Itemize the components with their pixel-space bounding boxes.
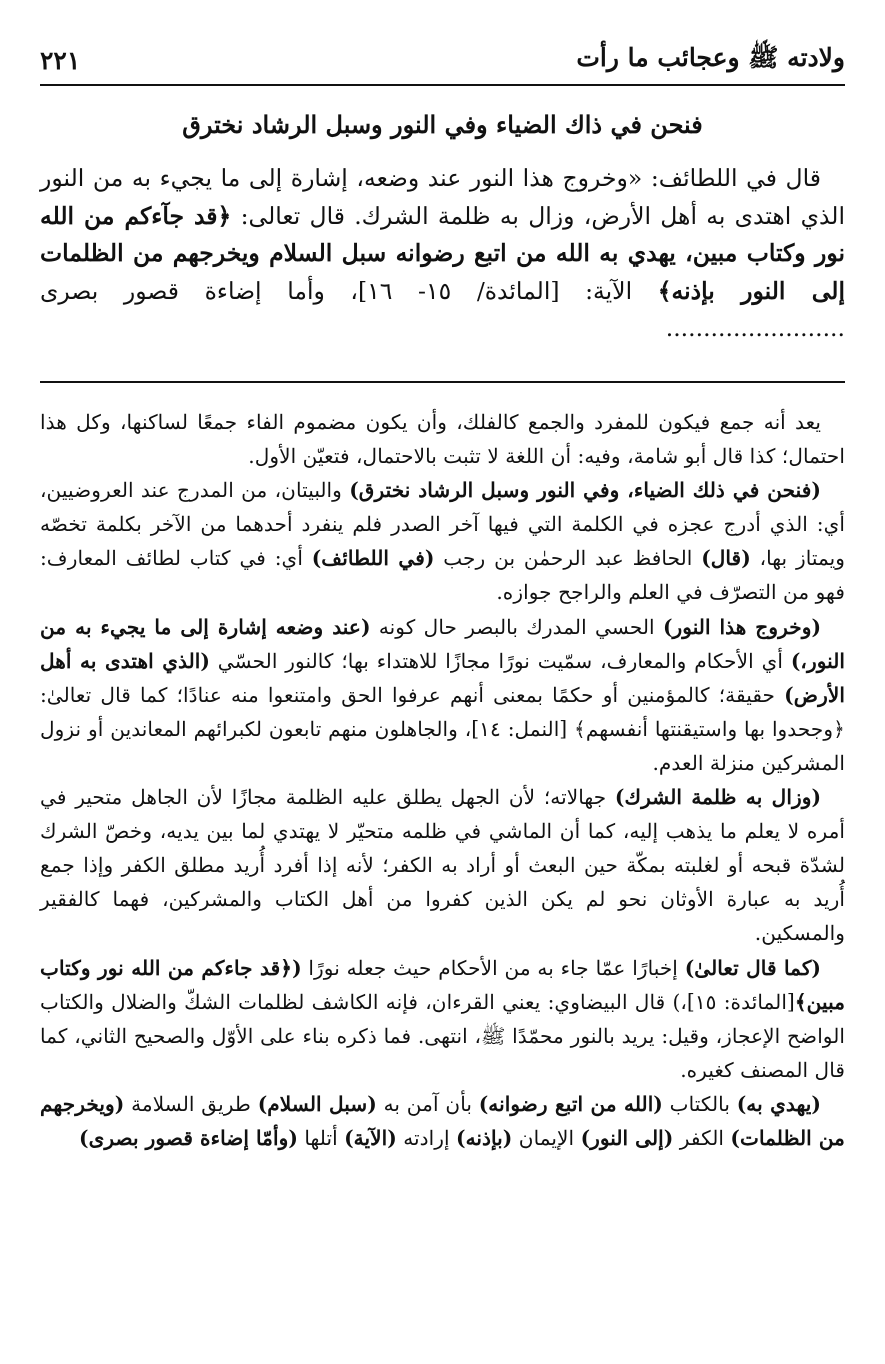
commentary-paragraph: [40, 473, 845, 609]
bold-segment: (سبل السلام): [257, 1091, 377, 1116]
text-segment: بأن آمن به: [376, 1091, 479, 1116]
header-rule: [40, 84, 845, 86]
text-segment: الإيمان: [512, 1125, 581, 1150]
poetry-verse: فنحن في ذاك الضياء وفي النور وسبل الرشاد نخترق: [182, 110, 703, 139]
bold-segment: (وأمّا إضاءة قصور بصرى): [79, 1125, 298, 1150]
page-header: [40, 40, 845, 80]
bold-segment: (﴿قد جاءكم من الله نور وكتاب مبين﴾: [40, 955, 846, 1014]
quran-quote: ﴿قد جآءكم من الله نور وكتاب مبين، يهدي به الله من اتبع رضوانه سبل السلام ويخرجهم من الظلمات إلى النور بإذنه﴾: [40, 201, 845, 305]
bold-segment: (قال): [701, 546, 751, 571]
text-segment: والبيتان، من المدرج عند العروضيين، أي: الذي أدرج عجزه في الكلمة التي فيها آخر الصدر فلم ينفرد أحدهما من الآخر بكلمة تخصّه ويمتاز بها،: [40, 478, 845, 571]
text-segment: الحسي المدرك بالبصر حال كونه: [370, 614, 663, 639]
bold-segment: (الآية): [344, 1125, 397, 1150]
bold-segment: (فنحن في ذلك الضياء، وفي النور وسبل الرشاد نخترق): [349, 478, 821, 503]
commentary-paragraph: [40, 780, 845, 950]
bold-segment: (إلى النور): [580, 1125, 674, 1150]
page-number: ٢٢١: [40, 45, 81, 75]
bold-segment: (بإذنه): [456, 1125, 513, 1150]
text-segment: إخبارًا عمّا جاء به من الأحكام حيث جعله نورًا: [301, 955, 685, 980]
text-segment: حقيقة؛ كالمؤمنين أو حكمًا بمعنى أنهم عرفوا الحق وامتنعوا منه عنادًا؛ كما قال تعالىٰ: ﴿وجحدوا بها واستيقنتها أنفسهم﴾ [النمل: ١٤]، والجاهلون منهم تابعون لكبرائهم المعاندين أو نزول المشركين منزلة العدم.: [40, 682, 845, 775]
quran-reference: الآية: [المائدة/ ١٥- ١٦]، وأما إضاءة قصور بصرى: [40, 276, 633, 305]
main-intro: قال في اللطائف: «وخروج هذا النور عند وضعه، إشارة إلى ما يجيء به من النور الذي اهتدى به أهل الأرض، وزال به ظلمة الشرك. قال تعالى:: [40, 164, 845, 230]
main-text: [40, 160, 845, 348]
text-segment: طريق السلامة: [124, 1091, 258, 1116]
commentary-paragraph: [40, 610, 845, 780]
bold-segment: (كما قال تعالىٰ): [684, 955, 821, 980]
text-segment: يعد أنه جمع فيكون للمفرد والجمع كالفلك، وأن يكون مضموم الفاء جمعًا لساكنها، وكل هذا احتمال؛ كذا قال أبو شامة، وفيه: أن اللغة لا تثبت بالاحتمال، فتعيّن الأول.: [40, 410, 845, 469]
bold-segment: (وزال به ظلمة الشرك): [614, 785, 821, 810]
commentary-text: [40, 405, 845, 1155]
bold-segment: (وخروج هذا النور): [662, 614, 822, 639]
commentary-paragraph: [40, 951, 845, 1087]
bold-segment: (الله من اتبع رضوانه): [478, 1091, 663, 1116]
separator-rule: [40, 381, 845, 383]
text-segment: أي: في كتاب لطائف المعارف: فهو من التصرّف في العلم والراجح جوازه.: [40, 546, 845, 605]
bold-segment: (يهدي به): [736, 1091, 821, 1116]
bold-segment: (في اللطائف): [311, 546, 435, 571]
text-segment: الحافظ عبد الرحمٰن بن رجب: [434, 546, 702, 571]
text-segment: الكفر: [673, 1125, 731, 1150]
bold-segment: (عند وضعه إشارة إلى ما يجيء به من النور،): [40, 614, 845, 673]
ellipsis-dots: ........................: [665, 314, 845, 342]
text-segment: أتلها: [297, 1125, 345, 1150]
bold-segment: (ويخرجهم من الظلمات): [40, 1091, 845, 1150]
text-segment: أي الأحكام والمعارف، سمّيت نورًا مجازًا للاهتداء بها؛ كالنور الحسّي: [209, 648, 791, 673]
commentary-paragraph: [40, 405, 845, 473]
text-segment: إرادته: [396, 1125, 457, 1150]
running-title: ولادته ﷺ وعجائب ما رأت: [576, 42, 845, 72]
commentary-paragraph: [40, 1087, 845, 1155]
text-segment: جهالاته؛ لأن الجهل يطلق عليه الظلمة مجازًا لأن الجاهل متحير في أمره لا يعلم ما يذهب إليه، كما أن الماشي في ظلمه متحيّر لا يهتدي لما بين يديه، وخصّ الشرك لشدّة قبحه أو لغلبته بمكّة حين البعث أو أراد به الكفر؛ لأنه إذا أفرد أُريد مطلق الكفر وإذا جمع أُريد به عبارة الأوثان نحو لم يكن الذين كفروا من أهل الكتاب والمشركين، فهما كالفقير والمسكين.: [40, 785, 845, 946]
text-segment: بالكتاب: [662, 1091, 737, 1116]
text-segment: [المائدة: ١٥]،) قال البيضاوي: يعني القرءان، فإنه الكاشف لظلمات الشكّ والضلال والكتاب الواضح الإعجاز، وقيل: يريد بالنور محمّدًا ﷺ، انتهى. فما ذكره بناء على الأوّل والصحيح الثاني، كما قال المصنف كغيره.: [40, 989, 845, 1082]
main-paragraph: [40, 160, 845, 348]
bold-segment: (الذي اهتدى به أهل الأرض): [40, 648, 845, 707]
